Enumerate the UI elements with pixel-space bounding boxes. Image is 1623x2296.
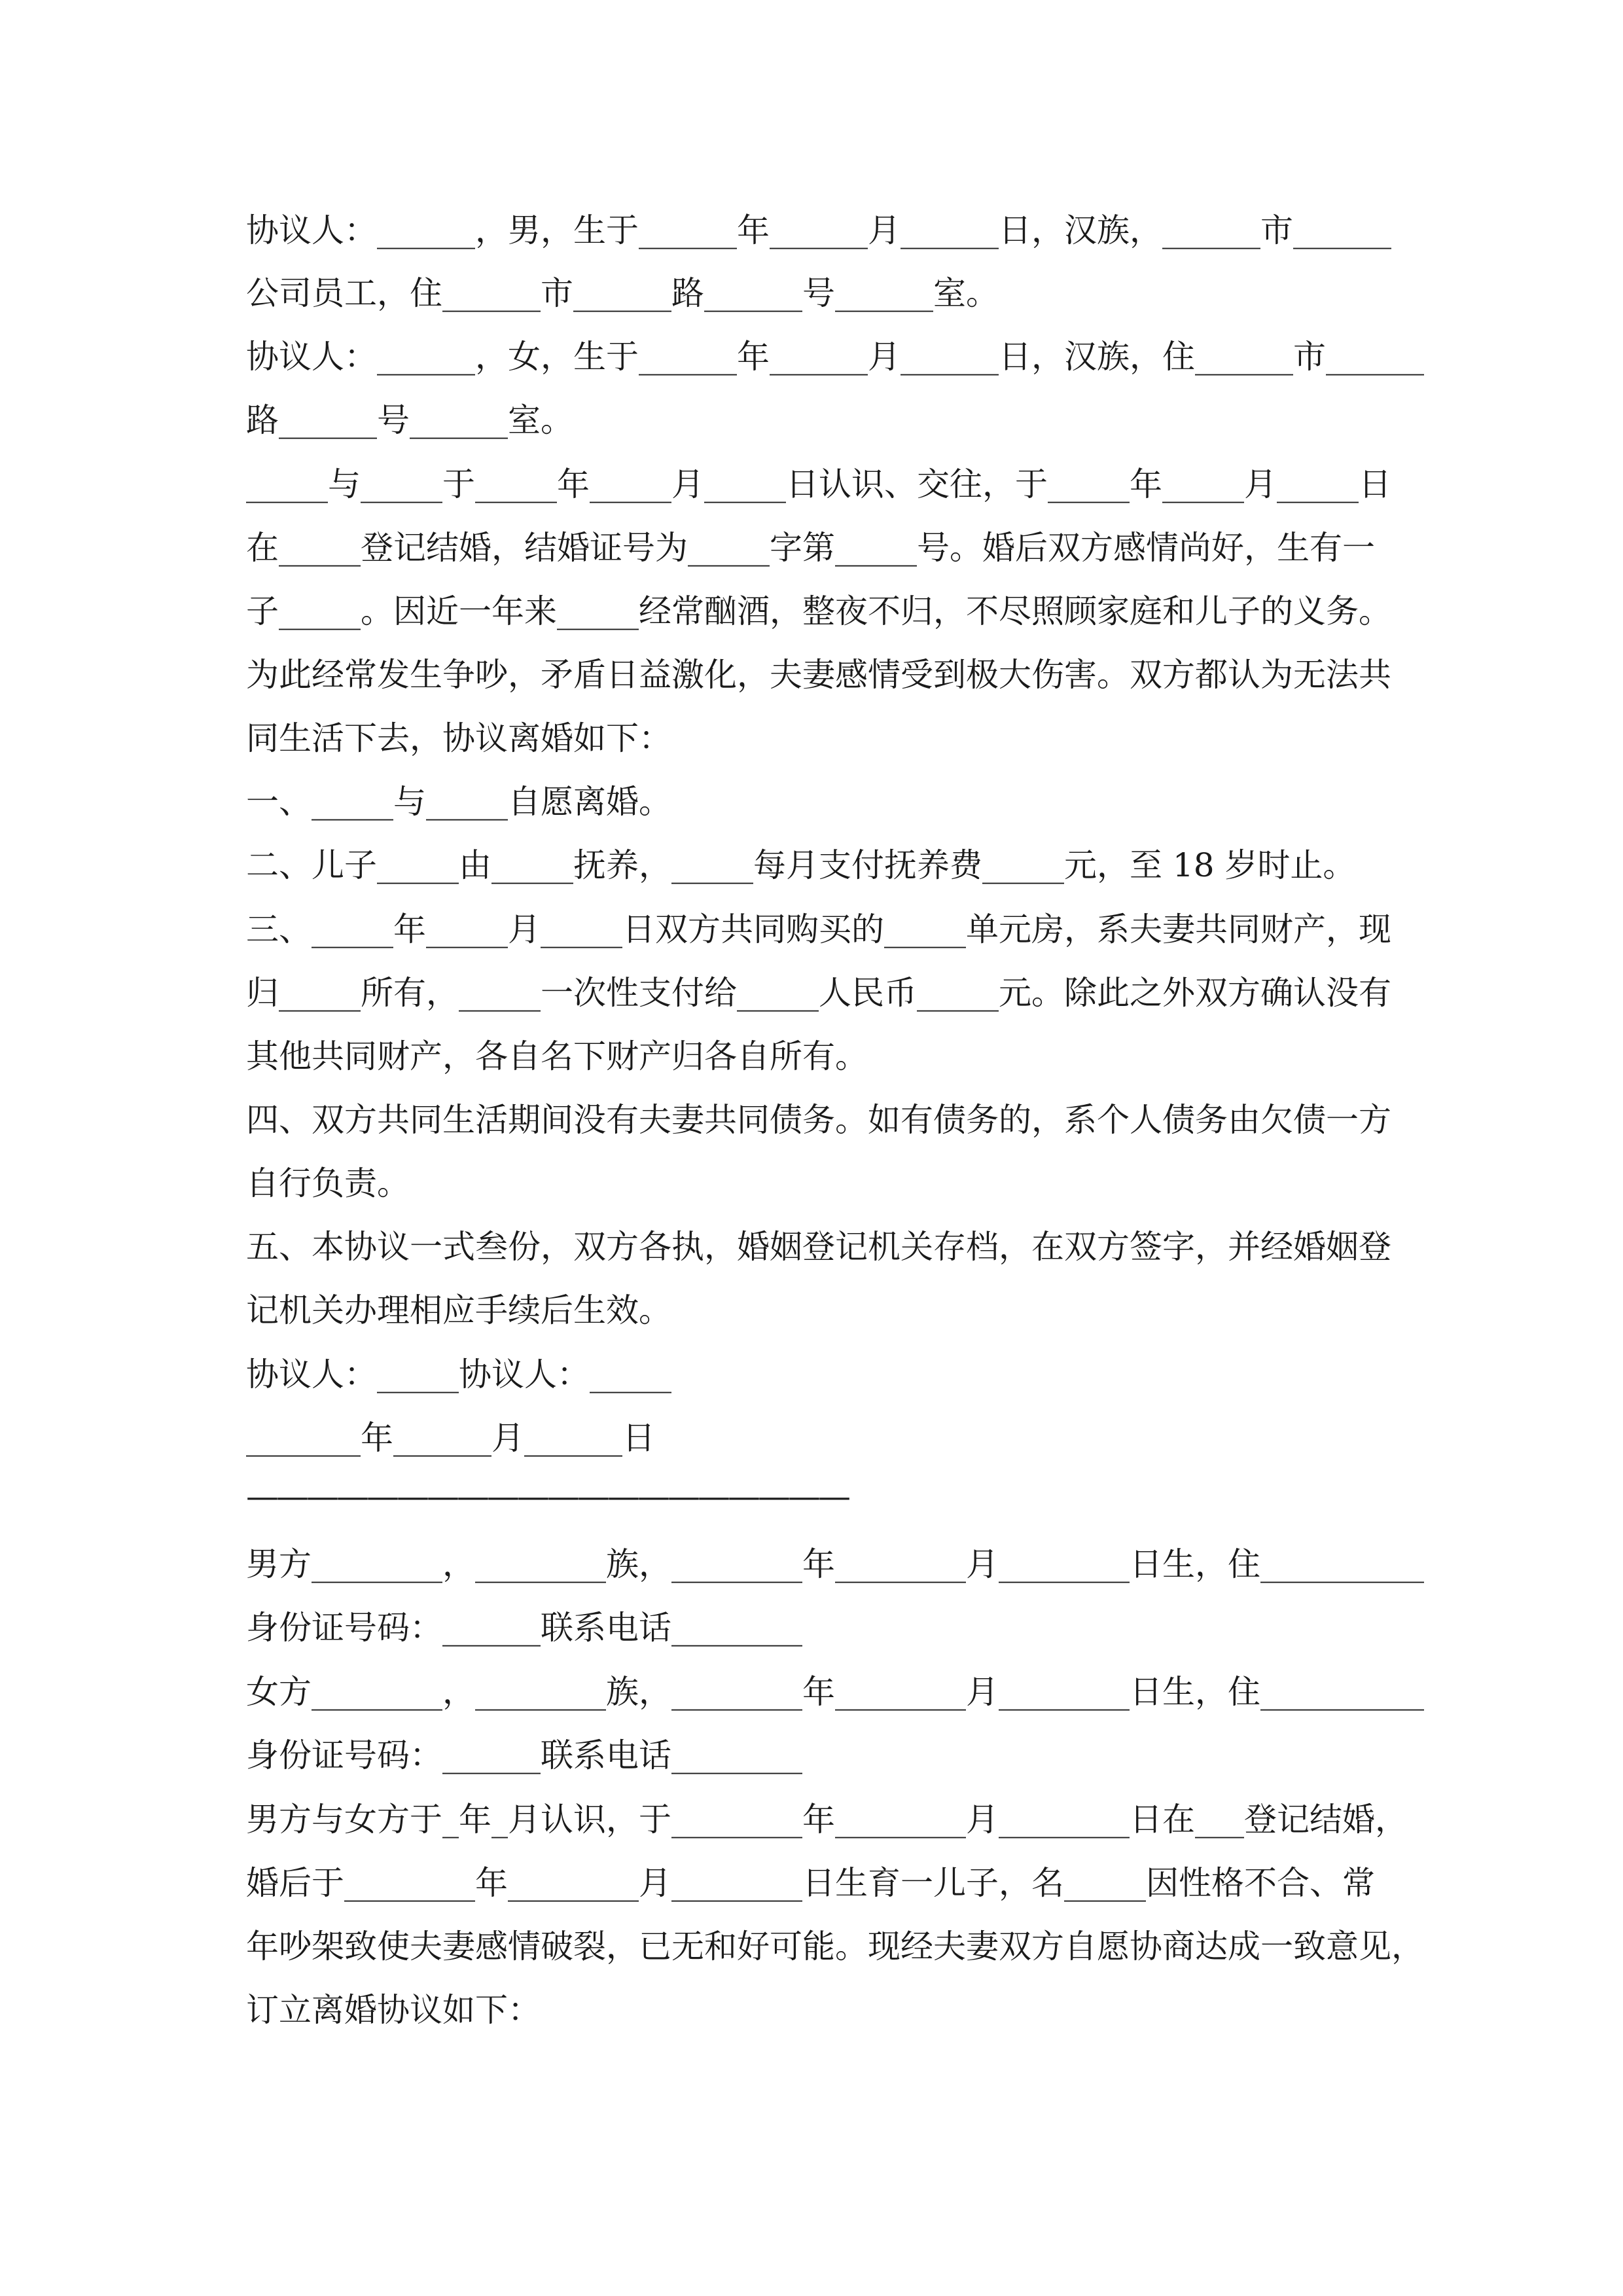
- female-info-line: 女方________，________族，________年________月________日生，住__________: [246, 1673, 1424, 1711]
- clause-5-line-1: 五、本协议一式叁份，双方各执，婚姻登记机关存档，在双方签字，并经婚姻登: [246, 1228, 1391, 1266]
- clause-5-line-2: 记机关办理相应手续后生效。: [246, 1291, 671, 1329]
- signatures-line: 协议人：_____协议人：_____: [246, 1355, 671, 1393]
- marriage-background-line-1: 男方与女方于_年_月认识，于________年________月________日在___登记结婚，: [246, 1801, 1408, 1839]
- background-line-1: _____与_____于_____年_____月_____日认识、交往，于_____年_____月_____日: [246, 465, 1391, 503]
- background-line-2: 在_____登记结婚，结婚证号为_____字第_____号。婚后双方感情尚好，生有一: [246, 529, 1375, 567]
- clause-3-line-2: 归_____所有，_____一次性支付给_____人民币_____元。除此之外双方确认没有: [246, 974, 1391, 1012]
- clause-2: 二、儿子_____由_____抚养，_____每月支付抚养费_____元，至 18 岁时止。: [246, 846, 1356, 884]
- marriage-background-line-3: 年吵架致使夫妻感情破裂，已无和好可能。现经夫妻双方自愿协商达成一致意见，: [246, 1928, 1424, 1965]
- marriage-background-line-2: 婚后于________年________月________日生育一儿子，名_____因性格不合、常: [246, 1864, 1375, 1902]
- date-line: _______年______月______日: [246, 1419, 655, 1457]
- clause-1: 一、_____与_____自愿离婚。: [246, 783, 671, 821]
- background-line-5: 同生活下去，协议离婚如下：: [246, 719, 671, 757]
- party-male-line: 协议人：______，男，生于______年______月______日，汉族，______市______: [246, 211, 1391, 249]
- male-id-line: 身份证号码：______联系电话________: [246, 1609, 802, 1647]
- marriage-background-line-4: 订立离婚协议如下：: [246, 1991, 541, 2029]
- party-female-address: 路______号______室。: [246, 401, 573, 439]
- male-info-line: 男方________，________族，________年________月________日生，住__________: [246, 1545, 1424, 1583]
- party-male-address: 公司员工，住______市______路______号______室。: [246, 274, 999, 312]
- section-divider: ————————————————————: [246, 1477, 848, 1515]
- clause-3-line-3: 其他共同财产，各自名下财产归各自所有。: [246, 1037, 868, 1075]
- background-line-4: 为此经常发生争吵，矛盾日益激化，夫妻感情受到极大伤害。双方都认为无法共: [246, 656, 1391, 694]
- background-line-3: 子_____。因近一年来_____经常酗酒，整夜不归，不尽照顾家庭和儿子的义务。: [246, 592, 1391, 630]
- clause-4-line-2: 自行负责。: [246, 1164, 410, 1202]
- clause-4-line-1: 四、双方共同生活期间没有夫妻共同债务。如有债务的，系个人债务由欠债一方: [246, 1101, 1391, 1139]
- party-female-line: 协议人：______，女，生于______年______月______日，汉族，住______市______: [246, 338, 1424, 376]
- clause-3-line-1: 三、_____年_____月_____日双方共同购买的_____单元房，系夫妻共同财产，现: [246, 910, 1391, 948]
- female-id-line: 身份证号码：______联系电话________: [246, 1736, 802, 1774]
